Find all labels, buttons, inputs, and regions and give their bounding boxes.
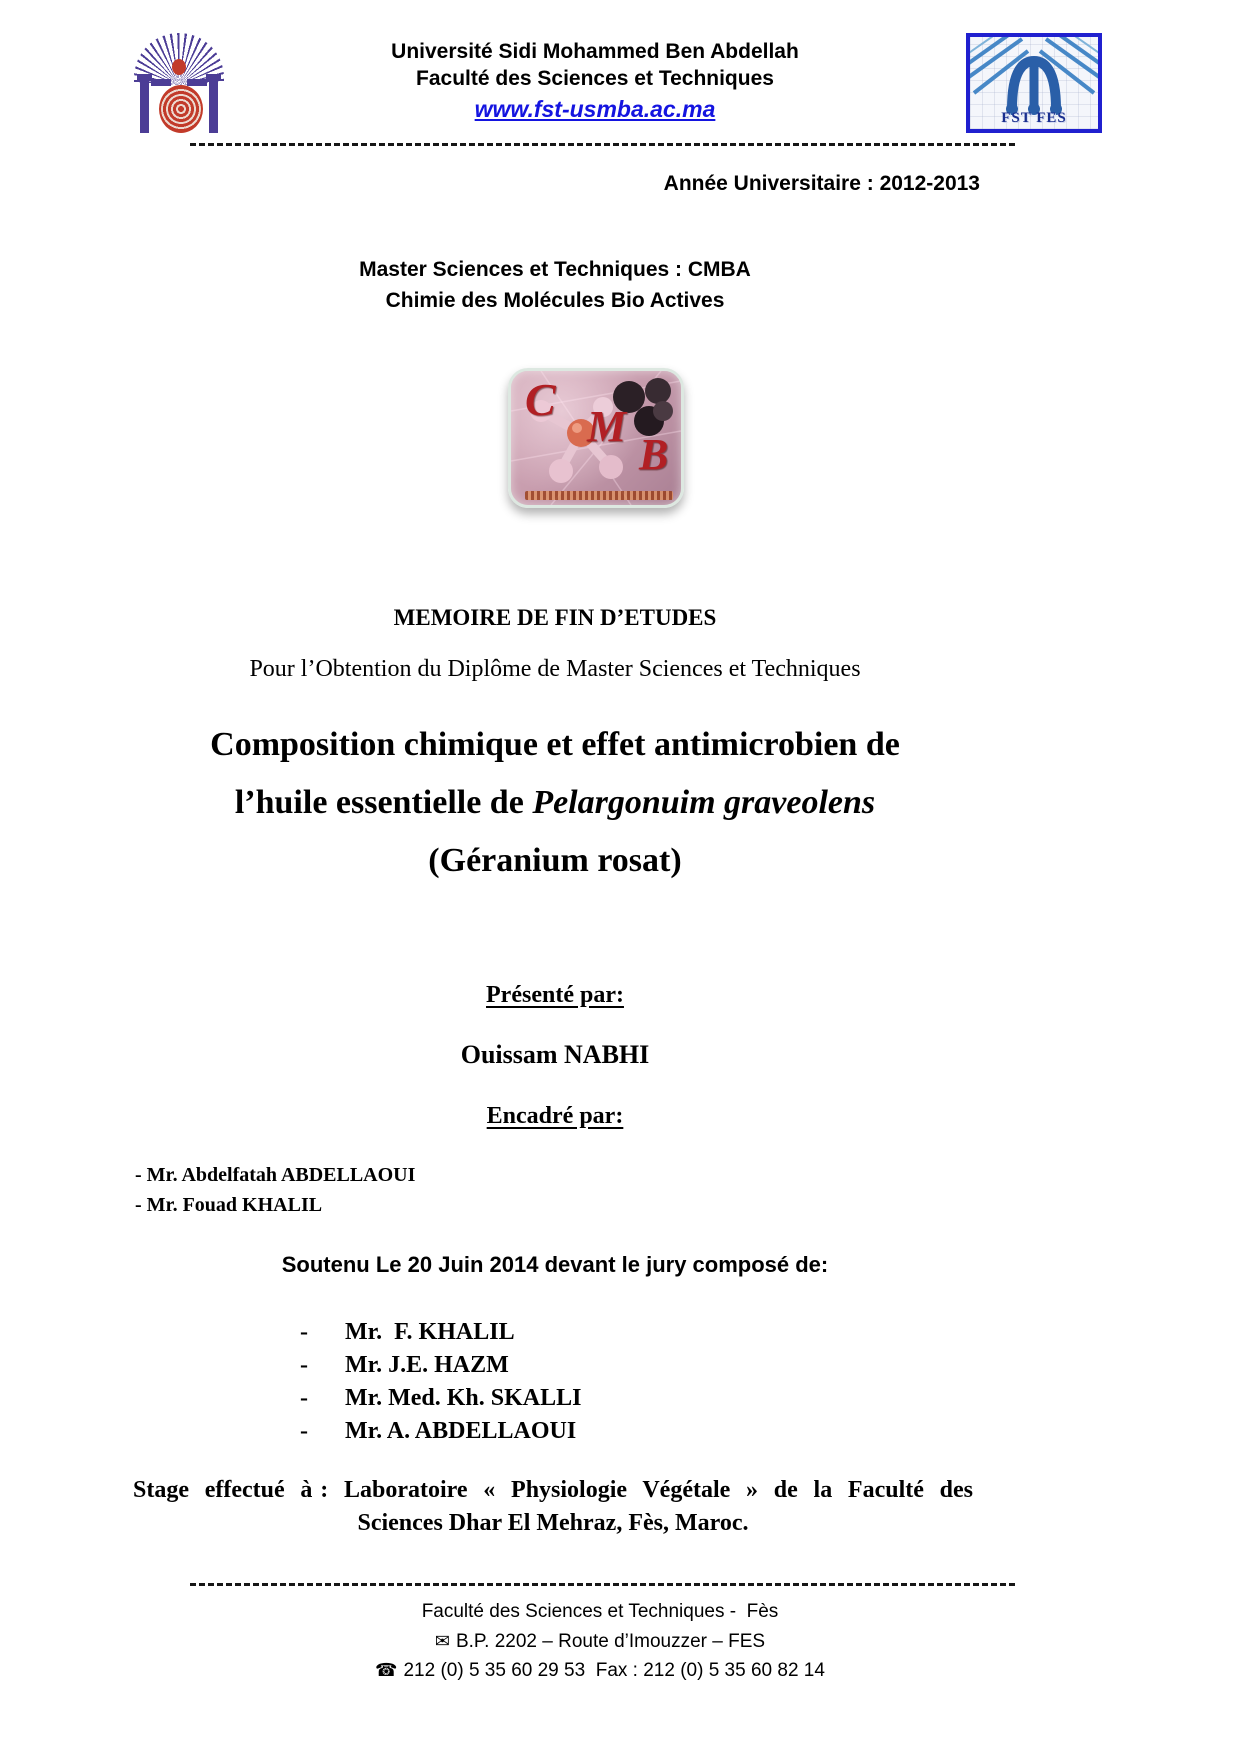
jury-item <box>300 1415 581 1448</box>
program-line1: Master Sciences et Techniques : CMBA <box>359 258 751 281</box>
footer-address: ✉ B.P. 2202 – Route d’Imouzzer – FES <box>5 1627 1195 1657</box>
academic-year: Année Universitaire : 2012-2013 <box>663 172 980 195</box>
cmb-letter-b: B <box>639 430 669 479</box>
internship-line2: Sciences Dhar El Mehraz, Fès, Maroc. <box>357 1510 749 1536</box>
supervisor-item: - Mr. Fouad KHALIL <box>135 1194 323 1216</box>
species-name: Pelargonuim graveolens <box>532 784 876 821</box>
phone-icon: ☎ <box>375 1660 398 1680</box>
supervised-by-label: Encadré par: <box>486 1103 624 1129</box>
thesis-title-line1: Composition chimique et effet antimicrobien de <box>210 726 900 763</box>
jury-dash: - <box>300 1319 308 1345</box>
cmb-master-logo <box>508 368 684 508</box>
memoire-subheading: Pour l’Obtention du Diplôme de Master Sciences et Techniques <box>249 656 861 682</box>
footer-phone: ☎ 212 (0) 5 35 60 29 53 Fax : 212 (0) 5 35 60 82 14 <box>5 1656 1195 1686</box>
jury-member-name: Mr. A. ABDELLAOUI <box>345 1418 577 1444</box>
program-line2: Chimie des Molécules Bio Actives <box>385 289 725 312</box>
fst-fes-logo <box>966 33 1102 133</box>
jury-item <box>300 1349 581 1382</box>
cmb-letter-c: C <box>525 374 556 425</box>
university-name: Université Sidi Mohammed Ben Abdellah <box>391 40 799 63</box>
thesis-title <box>60 716 1050 890</box>
supervisors-list <box>135 1160 415 1220</box>
supervisor-item: - Mr. Abdelfatah ABDELLAOUI <box>135 1164 416 1186</box>
fst-fes-label: FST FES <box>1001 110 1067 126</box>
cmb-caption-strip <box>525 491 673 500</box>
thesis-title-line3: (Géranium rosat) <box>428 842 682 879</box>
defense-intro: Soutenu Le 20 Juin 2014 devant le jury composé de: <box>281 1252 829 1277</box>
memoire-heading: MEMOIRE DE FIN D’ETUDES <box>393 605 717 630</box>
mail-icon: ✉ <box>434 1630 450 1651</box>
program-block <box>60 254 1050 316</box>
footer-faculty: Faculté des Sciences et Techniques - Fès <box>421 1601 779 1622</box>
footer-contact <box>5 1598 1195 1686</box>
internship-location <box>133 1474 973 1540</box>
internship-line1: Stage effectué à : Laboratoire « Physiologie Végétale » de la Faculté des <box>133 1477 973 1503</box>
presented-by-label: Présenté par: <box>486 982 624 1008</box>
jury-dash: - <box>300 1385 308 1411</box>
cmb-letter-m: M <box>587 402 627 451</box>
website-link[interactable]: www.fst-usmba.ac.ma <box>474 96 716 122</box>
jury-member-name: Mr. J.E. HAZM <box>345 1352 509 1378</box>
jury-item <box>300 1382 581 1415</box>
jury-dash: - <box>300 1418 308 1444</box>
jury-member-name: Mr. F. KHALIL <box>345 1319 515 1345</box>
dashed-separator-top <box>190 143 1018 146</box>
candidate-name: Ouissam NABHI <box>460 1040 650 1069</box>
thesis-title-line2: l’huile essentielle de Pelargonuim graveolens <box>234 784 876 821</box>
jury-list <box>300 1316 581 1448</box>
faculty-name: Faculté des Sciences et Techniques <box>416 67 774 90</box>
jury-member-name: Mr. Med. Kh. SKALLI <box>345 1385 582 1411</box>
dashed-separator-bottom <box>190 1583 1018 1586</box>
jury-dash: - <box>300 1352 308 1378</box>
jury-item <box>300 1316 581 1349</box>
